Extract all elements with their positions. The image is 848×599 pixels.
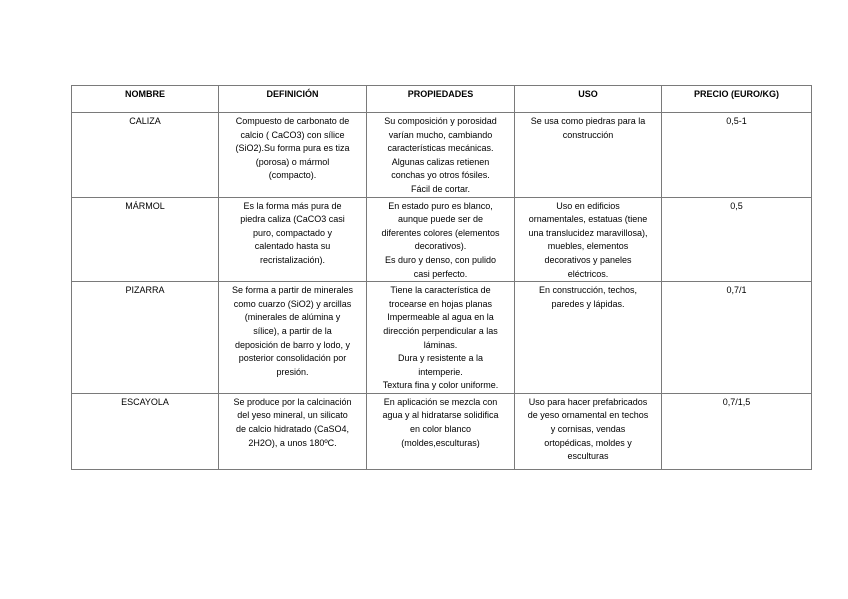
header-row: [72, 86, 812, 113]
cell-propiedades: En aplicación se mezcla con agua y al hidratarse solidifica en color blanco (moldes,esculturas): [367, 393, 515, 469]
cell-nombre: PIZARRA: [72, 282, 219, 394]
materials-table: [71, 85, 812, 470]
cell-precio: 0,7/1,5: [662, 393, 812, 469]
table-row: [72, 282, 812, 394]
header-uso: USO: [515, 86, 662, 113]
header-precio: PRECIO (EURO/KG): [662, 86, 812, 113]
table-row: [72, 393, 812, 469]
cell-precio: 0,5: [662, 197, 812, 282]
cell-propiedades: En estado puro es blanco, aunque puede ser de diferentes colores (elementos decorativos). Es duro y denso, con pulido casi perfecto.: [367, 197, 515, 282]
cell-uso: En construcción, techos, paredes y lápidas.: [515, 282, 662, 394]
table-row: [72, 113, 812, 198]
cell-definicion: Es la forma más pura de piedra caliza (CaCO3 casi puro, compactado y calentado hasta su recristalización).: [219, 197, 367, 282]
cell-nombre: MÁRMOL: [72, 197, 219, 282]
header-propiedades: PROPIEDADES: [367, 86, 515, 113]
header-definicion: DEFINICIÓN: [219, 86, 367, 113]
cell-propiedades: Tiene la característica de trocearse en hojas planas Impermeable al agua en la dirección perpendicular a las láminas. Dura y resistente a la intemperie. Textura fina y color uniforme.: [367, 282, 515, 394]
cell-nombre: ESCAYOLA: [72, 393, 219, 469]
header-nombre: NOMBRE: [72, 86, 219, 113]
table-row: [72, 197, 812, 282]
cell-precio: 0,7/1: [662, 282, 812, 394]
cell-nombre: CALIZA: [72, 113, 219, 198]
cell-propiedades: Su composición y porosidad varían mucho, cambiando características mecánicas. Algunas calizas retienen conchas yo otros fósiles. Fácil de cortar.: [367, 113, 515, 198]
cell-uso: Uso en edificios ornamentales, estatuas (tiene una translucidez maravillosa), muebles, elementos decorativos y paneles eléctricos.: [515, 197, 662, 282]
cell-definicion: Compuesto de carbonato de calcio ( CaCO3) con sílice (SiO2).Su forma pura es tiza (porosa) o mármol (compacto).: [219, 113, 367, 198]
cell-uso: Uso para hacer prefabricados de yeso ornamental en techos y cornisas, vendas ortopédicas, moldes y esculturas: [515, 393, 662, 469]
cell-definicion: Se forma a partir de minerales como cuarzo (SiO2) y arcillas (minerales de alúmina y sílice), a partir de la deposición de barro y lodo, y posterior consolidación por presión.: [219, 282, 367, 394]
cell-uso: Se usa como piedras para la construcción: [515, 113, 662, 198]
cell-precio: 0,5-1: [662, 113, 812, 198]
cell-definicion: Se produce por la calcinación del yeso mineral, un silicato de calcio hidratado (CaSO4, 2H2O), a unos 180ºC.: [219, 393, 367, 469]
